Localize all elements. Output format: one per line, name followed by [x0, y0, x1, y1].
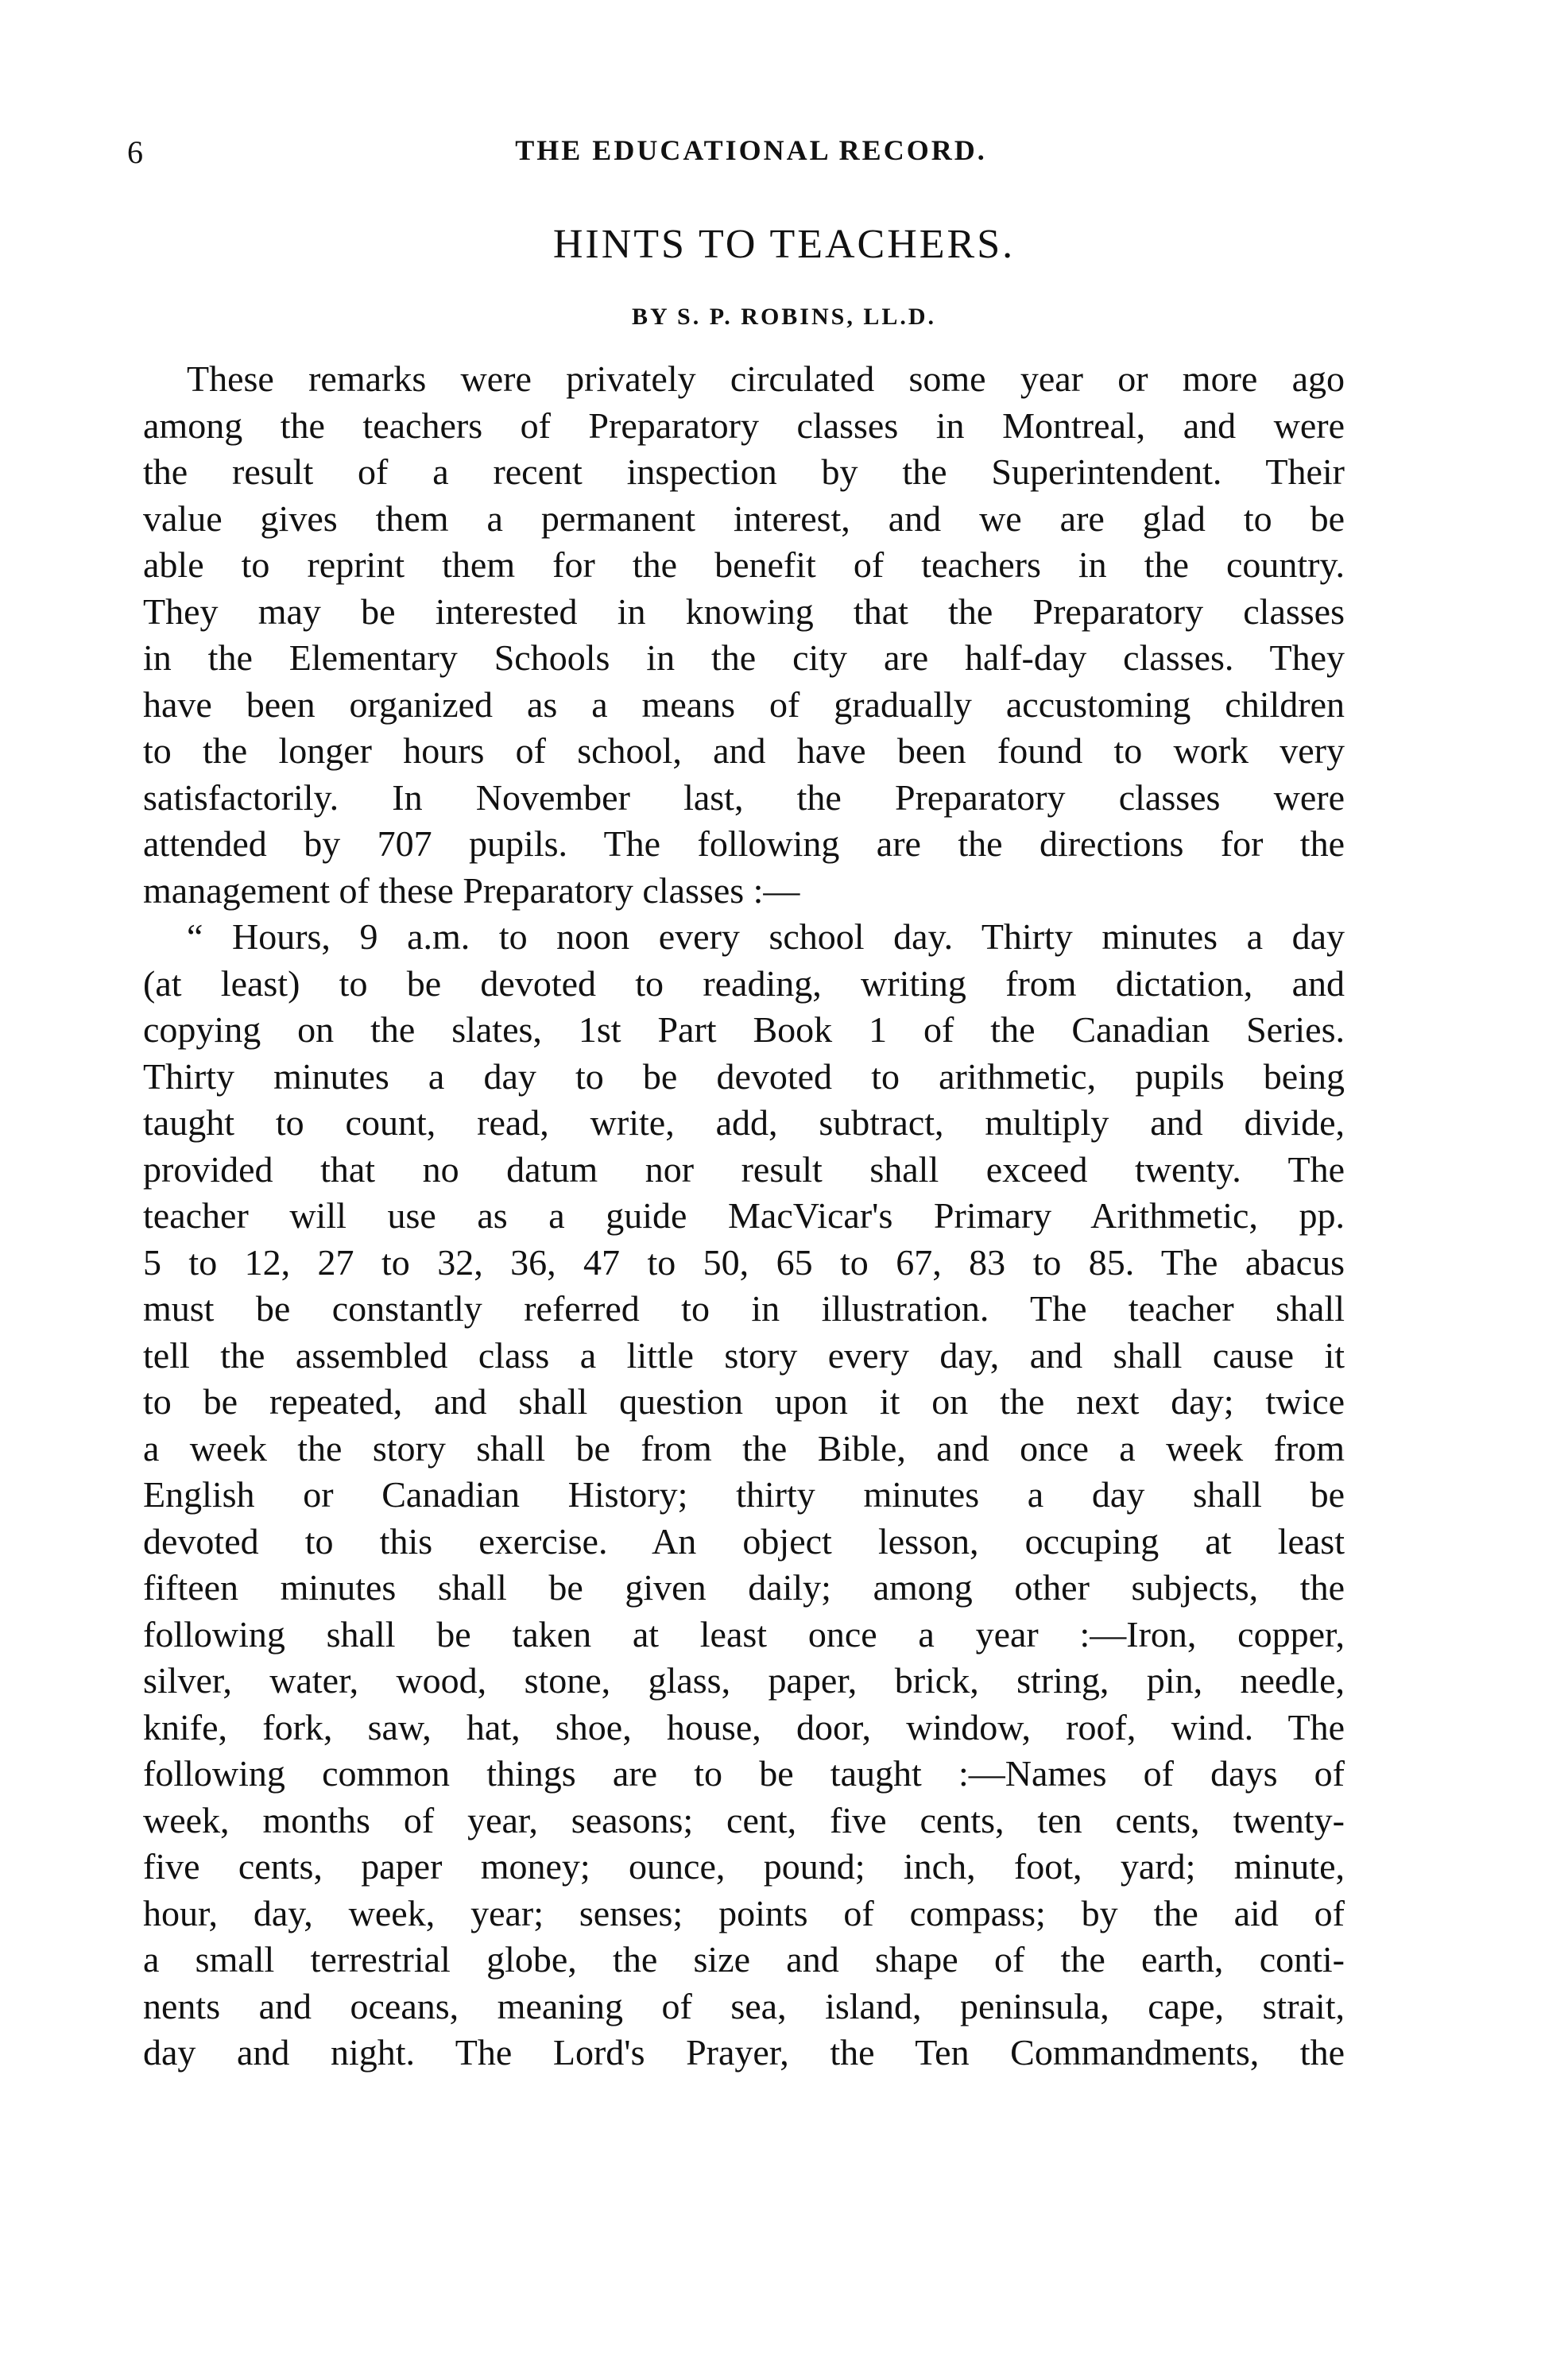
article-title: HINTS TO TEACHERS.	[552, 222, 1016, 267]
text-line: satisfactorily. In November last, the Preparatory classes were	[143, 776, 1345, 818]
text-line: hour, day, week, year; senses; points of compass; by the aid of	[143, 1892, 1345, 1933]
text-line: following shall be taken at least once a year :—Iron, copper,	[143, 1613, 1345, 1655]
article-body	[143, 356, 1345, 2077]
article-byline: BY S. P. ROBINS, LL.D.	[631, 304, 937, 330]
text-line: silver, water, wood, stone, glass, paper, brick, string, pin, needle,	[143, 1660, 1345, 1701]
text-line: copying on the slates, 1st Part Book 1 of the Canadian Series.	[143, 1009, 1345, 1050]
text-line: English or Canadian History; thirty minutes a day shall be	[143, 1474, 1345, 1515]
text-line: day and night. The Lord's Prayer, the Ten Commandments, the	[143, 2032, 1345, 2073]
text-line: management of these Preparatory classes :—	[143, 869, 800, 911]
text-line: Thirty minutes a day to be devoted to arithmetic, pupils being	[143, 1055, 1345, 1097]
text-line: fifteen minutes shall be given daily; among other subjects, the	[143, 1567, 1345, 1608]
running-head	[127, 134, 1375, 181]
text-line: among the teachers of Preparatory classes in Montreal, and were	[143, 404, 1345, 446]
text-line: attended by 707 pupils. The following are the directions for the	[143, 823, 1345, 864]
text-line: to the longer hours of school, and have been found to work very	[143, 730, 1345, 771]
text-line: following common things are to be taught :—Names of days of	[143, 1753, 1345, 1794]
text-line: to be repeated, and shall question upon it on the next day; twice	[143, 1381, 1345, 1422]
text-line: teacher will use as a guide MacVicar's Primary Arithmetic, pp.	[143, 1195, 1345, 1236]
text-line: a week the story shall be from the Bible, and once a week from	[143, 1427, 1345, 1469]
text-line: taught to count, read, write, add, subtract, multiply and divide,	[143, 1102, 1345, 1143]
text-line: (at least) to be devoted to reading, writing from dictation, and	[143, 962, 1345, 1004]
text-line: in the Elementary Schools in the city are half-day classes. They	[143, 637, 1345, 678]
text-line: provided that no datum nor result shall exceed twenty. The	[143, 1148, 1345, 1190]
text-line: knife, fork, saw, hat, shoe, house, door, window, roof, wind. The	[143, 1706, 1345, 1748]
journal-title: THE EDUCATIONAL RECORD.	[515, 134, 987, 166]
text-line: have been organized as a means of gradually accustoming children	[143, 683, 1345, 725]
text-line: tell the assembled class a little story every day, and shall cause it	[143, 1334, 1345, 1376]
text-line: “ Hours, 9 a.m. to noon every school day. Thirty minutes a day	[187, 916, 1345, 957]
text-line: five cents, paper money; ounce, pound; inch, foot, yard; minute,	[143, 1846, 1345, 1887]
text-line: 5 to 12, 27 to 32, 36, 47 to 50, 65 to 67, 83 to 85. The abacus	[143, 1241, 1345, 1283]
text-line: able to reprint them for the benefit of teachers in the country.	[143, 544, 1345, 585]
text-line: nents and oceans, meaning of sea, island, peninsula, cape, strait,	[143, 1985, 1345, 2026]
text-line: week, months of year, seasons; cent, five cents, ten cents, twenty-	[143, 1799, 1345, 1841]
page-number: 6	[127, 134, 144, 170]
text-line: devoted to this exercise. An object lesson, occuping at least	[143, 1520, 1345, 1562]
text-line: the result of a recent inspection by the Superintendent. Their	[143, 451, 1345, 492]
text-line: value gives them a permanent interest, and we are glad to be	[143, 497, 1345, 539]
text-line: They may be interested in knowing that the Preparatory classes	[143, 590, 1345, 632]
text-line: must be constantly referred to in illustration. The teacher shall	[143, 1288, 1345, 1329]
text-line: a small terrestrial globe, the size and shape of the earth, conti-	[143, 1939, 1345, 1980]
text-line: These remarks were privately circulated some year or more ago	[187, 358, 1345, 399]
